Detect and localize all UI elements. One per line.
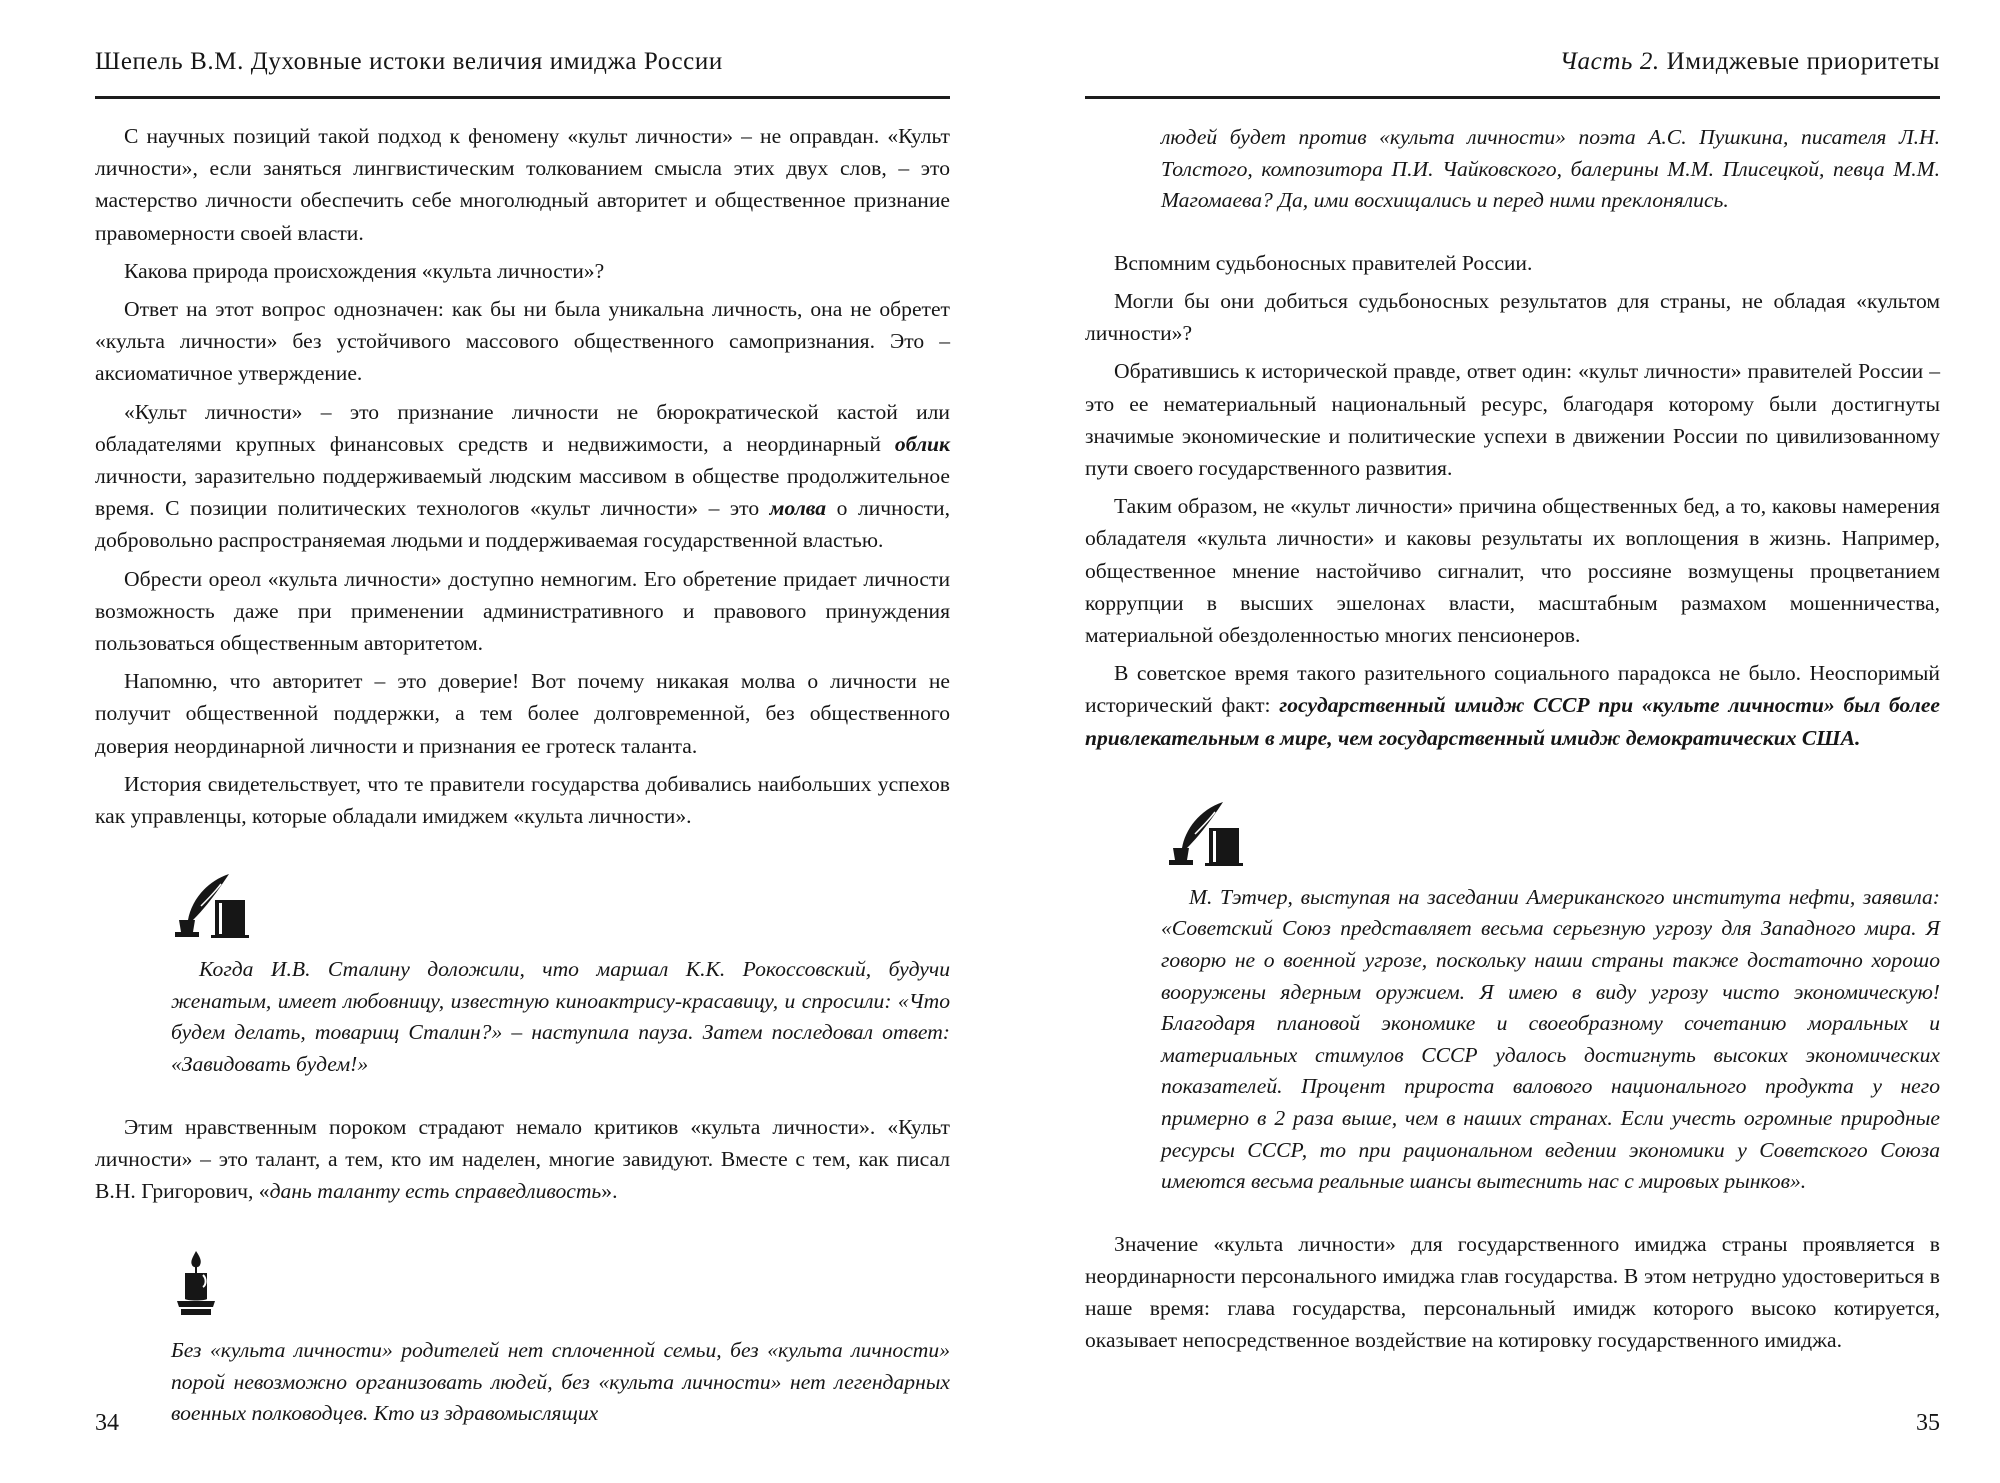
right-page <box>1085 0 1940 1483</box>
paragraph: Вспомним судьбоносных правителей России. <box>1114 250 1533 275</box>
running-head-text: Имиджевые приоритеты <box>1659 48 1940 75</box>
running-head-left <box>95 48 950 99</box>
paragraph: Какова природа происхождения «культа личности»? <box>124 258 605 283</box>
running-head-right <box>1085 48 1940 99</box>
emphasis-oblik: облик <box>894 431 950 456</box>
quote-continuation: людей будет против «культа личности» поэта А.С. Пушкина, писателя Л.Н. Толстого, композитора П.И. Чайковского, балерины М.М. Плисецкой, певца М.М. Магомаева? Да, ими восхищались и перед ними преклонялись. <box>1161 125 1940 213</box>
inkwell-quill-book-icon <box>1165 800 1245 870</box>
text-run: личности, заразительно поддерживаемый людским массивом в обществе продолжительное время. С позиции политических технологов «культ личности» – это <box>95 464 950 521</box>
quote-thatcher: М. Тэтчер, выступая на заседании Американского института нефти, заявила: «Советский Союз представляет весьма серьезную угрозу для Западного мира. Я говорю не о военной угрозе, поскольку наши страны также достаточно хорошо вооружены ядерным оружием. Я имею в виду угрозу чисто экономическую! Благодаря плановой экономике и своеобразному сочетанию моральных и материальных стимулов СССР удалось достигнуть высоких экономических показателей. Процент прироста валового национального продукта у него примерно в 2 раза выше, чем в наших странах. Если учесть огромные природные ресурсы СССР, то при рациональном ведении экономики у Советского Союза имеются весьма реальные шансы вытеснить нас с мировых рынков». <box>1161 884 1940 1194</box>
paragraph: Ответ на этот вопрос однозначен: как бы ни была уникальна личность, она не обретет «культа личности» без устойчивого массового общественного самопризнания. Это – аксиоматичное утверждение. <box>95 297 950 386</box>
paragraph: Обратившись к исторической правде, ответ один: «культ личности» правителей России – это ее нематериальный национальный ресурс, благодаря которому были достигнуты значимые экономические и политические успехи в движении России по цивилизованному пути своего государственного развития. <box>1085 359 1940 480</box>
text-run: В советское время такого разительного социального парадокса не было. Неоспоримый исторический факт: <box>1085 661 1940 718</box>
page-number-right: 35 <box>1916 1410 1940 1436</box>
text-run: ». <box>601 1179 618 1204</box>
paragraph <box>95 1111 950 1208</box>
right-page-content <box>1085 122 1940 1363</box>
paragraph: Могли бы они добиться судьбоносных результатов для страны, не обладая «культом личности»? <box>1085 288 1940 346</box>
emphasis-molva: молва <box>769 496 827 521</box>
text-run: о личности, добровольно распространяемая людьми и поддерживаемая государственной властью. <box>95 496 951 553</box>
quote-kult-lichnosti: Без «культа личности» родителей нет сплоченной семьи, без «культа личности» порой невозможно организовать людей, без «культа личности» нет легендарных военных полководцев. Кто из здравомыслящих <box>171 1338 950 1426</box>
quote-stalin: Когда И.В. Сталину доложили, что маршал К.К. Рокоссовский, будучи женатым, имеет любовницу, известную киноактрису-красавицу, и спросили: «Что будем делать, товарищ Сталин?» – наступила пауза. Затем последовал ответ: «Завидовать будем!» <box>171 957 950 1077</box>
paragraph: Напомню, что авторитет – это доверие! Вот почему никакая молва о личности не получит общественной поддержки, а тем более долговременной, без общественного доверия неординарной личности и признания ее гротеск таланта. <box>95 669 950 758</box>
paragraph: Значение «культа личности» для государственного имиджа страны проявляется в неординарности персонального имиджа глав государства. В этом нетрудно удостовериться в наше время: глава государства, персональный имидж которого высоко котируется, оказывает непосредственное воздействие на котировку государственного имиджа. <box>1085 1231 1940 1353</box>
running-head-part: Часть 2. <box>1559 48 1660 75</box>
running-head-text: Шепель В.М. Духовные истоки величия имиджа России <box>95 48 723 75</box>
candle-icon <box>173 1249 219 1317</box>
text-run: Этим нравственным пороком страдают немало критиков «культа личности». «Культ личности» – это талант, а тем, кто им наделен, многие завидуют. Вместе с тем, как писал В.Н. Григорович, « <box>95 1114 950 1204</box>
paragraph: Таким образом, не «культ личности» причина общественных бед, а то, каковы намерения обладателя «культа личности» и каковы результаты их воплощения в жизнь. Например, общественное мнение настойчиво сигналит, что россияне возмущены процветанием коррупции в высших эшелонах власти, масштабным размахом мошенничества, материальной обездоленностью многих пенсионеров. <box>1085 494 1940 648</box>
quote-inline-italic: дань таланту есть справедливость <box>269 1179 602 1204</box>
page-number-left: 34 <box>95 1410 119 1436</box>
paragraph <box>95 396 950 557</box>
paragraph: История свидетельствует, что те правители государства добивались наибольших успехов как управленцы, которые обладали имиджем «культа личности». <box>95 771 950 829</box>
paragraph: С научных позиций такой подход к феномену «культ личности» – не оправдан. «Культ личности», если заняться лингвистическим толкованием смысла этих двух слов, – это мастерство личности обеспечить себе многолюдный авторитет и общественное признание правомерности своей власти. <box>95 124 950 245</box>
text-run: «Культ личности» – это признание личности не бюрократической кастой или обладателями крупных финансовых средств и недвижимости, а неординарный <box>95 399 950 456</box>
paragraph <box>1085 657 1940 754</box>
left-page-content <box>95 120 950 1430</box>
paragraph: Обрести ореол «культа личности» доступно немногим. Его обретение придает личности возможность даже при применении административного и правового принуждения пользоваться общественным авторитетом. <box>95 566 950 656</box>
left-page <box>95 0 950 1483</box>
emphasis-soviet-image: государственный имидж СССР при «культе личности» был более привлекательным в мире, чем государственный имидж демократических США. <box>1085 693 1940 750</box>
inkwell-quill-book-icon <box>171 872 251 942</box>
